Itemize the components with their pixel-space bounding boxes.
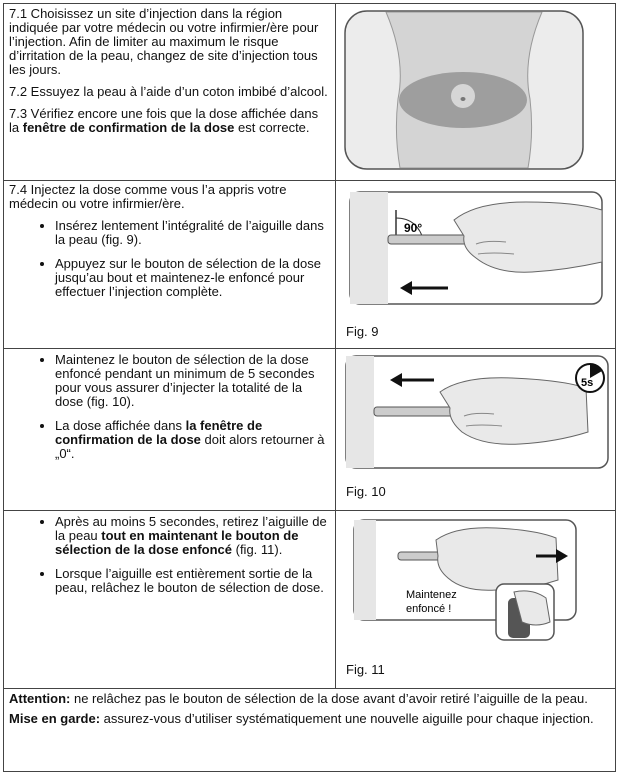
injection-site-figure-cell [336, 4, 615, 180]
attention-note: Attention: ne relâchez pas le bouton de sélection de la dose avant d’avoir retiré l’aiguille de la peau. [9, 691, 588, 706]
step-7-4-bullet-press: • Appuyez sur le bouton de sélection de la dose jusqu’au bout et maintenez-le enfoncé pour effectuer l’injection complète. [55, 257, 330, 299]
withdraw-bullet-keep-pressed: • Après au moins 5 secondes, retirez l’aiguille de la peau tout en maintenant le bouton de sélection de la dose enfoncé (fig. 11). [55, 515, 330, 557]
step-7-1-text-cell [4, 4, 336, 180]
injection-site-illustration [336, 4, 617, 180]
hold-text-line-1: Maintenez [406, 589, 457, 601]
step-7-4-text-cell [4, 180, 336, 348]
step-7-1-text: 7.1 Choisissez un site d’injection dans la région indiquée par votre médecin ou votre infirmier/ère pour l’injection. Afin de limiter au maximum le risque d’irritation de la peau, changez de site d’injection tous les jours. [9, 6, 319, 77]
step-withdraw-row [4, 510, 615, 689]
fig-11-cell [336, 510, 615, 688]
step-7-3-text: 7.3 Vérifiez encore une fois que la dose affichée dans la fenêtre de confirmation de la dose est correcte. [9, 106, 319, 135]
fig-10-cell [336, 348, 615, 510]
fig-11-illustration [336, 510, 617, 645]
step-7-2-text: 7.2 Essuyez la peau à l’aide d’un coton imbibé d’alcool. [9, 84, 328, 99]
fig-9-caption: Fig. 9 [346, 324, 379, 339]
navel-area [451, 84, 475, 108]
step-hold-text-cell [4, 348, 336, 510]
step-7-4-bullet-insert: • Insérez lentement l’intégralité de l’aiguille dans la peau (fig. 9). [55, 219, 330, 247]
skin-area [346, 356, 374, 468]
skin-area [354, 520, 376, 620]
withdraw-bullet-release: • Lorsque l’aiguille est entièrement sortie de la peau, relâchez le bouton de sélection de dose. [55, 567, 330, 595]
angle-label: 90° [404, 221, 423, 235]
step-7-4-intro: 7.4 Injectez la dose comme vous l’a appris votre médecin ou votre infirmier/ère. [9, 182, 287, 211]
fig-10-illustration [336, 348, 617, 473]
warnings-row [4, 688, 615, 772]
step-7-1-row [4, 4, 615, 181]
navel [461, 97, 466, 101]
fig-9-cell [336, 180, 615, 348]
instruction-table [3, 3, 616, 772]
fig-11-caption: Fig. 11 [346, 662, 385, 677]
step-hold-row [4, 348, 615, 511]
hold-bullet-5-seconds: • Maintenez le bouton de sélection de la dose enfoncé pendant un minimum de 5 secondes pour vous assurer d’injecter la totalité de la dose (fig. 10). [55, 353, 330, 409]
hold-text-line-2: enfoncé ! [406, 603, 452, 615]
warning-note: Mise en garde: assurez-vous d’utiliser systématiquement une nouvelle aiguille pour chaque injection. [9, 711, 594, 726]
step-7-4-row [4, 180, 615, 349]
timer-label: 5s [581, 377, 594, 389]
hand [436, 528, 558, 591]
skin-area [350, 192, 388, 304]
fig-9-illustration [336, 180, 617, 310]
fig-10-caption: Fig. 10 [346, 484, 386, 499]
step-withdraw-text-cell [4, 510, 336, 688]
hold-bullet-dose-window: • La dose affichée dans la fenêtre de confirmation de la dose doit alors retourner à „0“. [55, 419, 330, 461]
